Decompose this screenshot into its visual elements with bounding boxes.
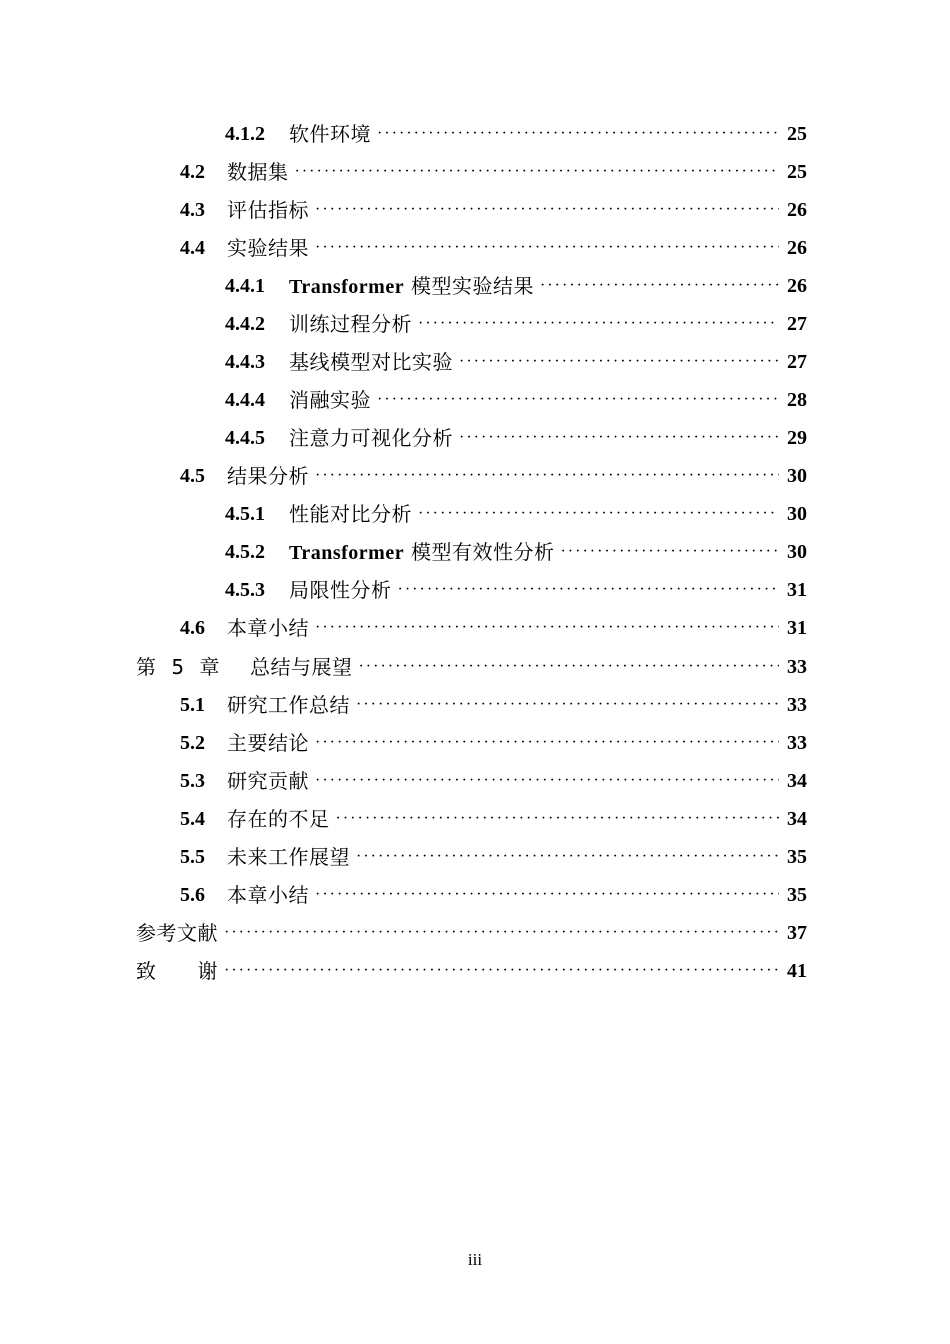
toc-title: 局限性分析 bbox=[289, 578, 392, 602]
toc-entry[interactable] bbox=[180, 153, 807, 191]
toc-page: 31 bbox=[787, 617, 807, 639]
toc-title: 性能对比分析 bbox=[289, 502, 412, 526]
toc-number: 4.2 bbox=[180, 161, 205, 183]
toc-entry[interactable] bbox=[225, 495, 807, 533]
toc-number: 4.4.4 bbox=[225, 389, 265, 411]
toc-entry[interactable] bbox=[225, 267, 807, 305]
toc-number: 4.4 bbox=[180, 237, 205, 259]
toc-page: 28 bbox=[787, 389, 807, 411]
dot-leader bbox=[315, 762, 779, 800]
dot-leader bbox=[295, 153, 780, 191]
toc-page: 26 bbox=[787, 237, 807, 259]
toc-number: 4.1.2 bbox=[225, 123, 265, 145]
toc-number: 4.4.2 bbox=[225, 313, 265, 335]
dot-leader bbox=[560, 533, 779, 571]
toc-number: 4.5.1 bbox=[225, 503, 265, 525]
toc-page: 30 bbox=[787, 465, 807, 487]
toc-page: 27 bbox=[787, 351, 807, 373]
toc-title: 训练过程分析 bbox=[289, 312, 412, 336]
toc-page: 33 bbox=[787, 732, 807, 754]
toc-page: 25 bbox=[787, 161, 807, 183]
dot-leader bbox=[336, 800, 780, 838]
toc-title-latin: Transformer bbox=[289, 541, 405, 564]
toc-page: 35 bbox=[787, 884, 807, 906]
toc-title: 本章小结 bbox=[227, 883, 309, 907]
toc-title: 总结与展望 bbox=[249, 655, 353, 679]
dot-leader bbox=[224, 952, 779, 990]
toc-page: 29 bbox=[787, 427, 807, 449]
toc-page: 26 bbox=[787, 275, 807, 297]
toc-entry[interactable] bbox=[180, 800, 807, 838]
toc-number: 4.5.2 bbox=[225, 541, 265, 563]
toc-entry[interactable] bbox=[225, 305, 807, 343]
toc-entry[interactable] bbox=[225, 571, 807, 609]
dot-leader bbox=[315, 724, 779, 762]
toc-entry[interactable] bbox=[180, 457, 807, 495]
dot-leader bbox=[540, 267, 779, 305]
toc-title: 评估指标 bbox=[227, 198, 309, 222]
toc-title: 注意力可视化分析 bbox=[289, 426, 453, 450]
dot-leader bbox=[398, 571, 780, 609]
toc-page: 35 bbox=[787, 846, 807, 868]
toc-page: 27 bbox=[787, 313, 807, 335]
dot-leader bbox=[315, 876, 779, 914]
toc-entry[interactable] bbox=[225, 533, 807, 571]
toc-page: 41 bbox=[787, 960, 807, 982]
toc-title: 存在的不足 bbox=[227, 807, 330, 831]
toc-number: 5.4 bbox=[180, 808, 205, 830]
toc-title: 结果分析 bbox=[227, 464, 309, 488]
toc-entry[interactable] bbox=[180, 762, 807, 800]
toc-title: 研究工作总结 bbox=[227, 693, 350, 717]
toc-title: 数据集 bbox=[227, 160, 289, 184]
dot-leader bbox=[224, 914, 779, 952]
dot-leader bbox=[315, 609, 779, 647]
toc-entry[interactable] bbox=[180, 724, 807, 762]
toc-title: 基线模型对比实验 bbox=[289, 350, 453, 374]
toc-number: 4.5.3 bbox=[225, 579, 265, 601]
toc-entry[interactable] bbox=[180, 876, 807, 914]
toc-page: 30 bbox=[787, 503, 807, 525]
toc-title: 软件环境 bbox=[289, 122, 371, 146]
dot-leader bbox=[418, 495, 779, 533]
toc-title: 致 谢 bbox=[136, 959, 218, 983]
toc-entry[interactable] bbox=[180, 838, 807, 876]
page-number: iii bbox=[467, 1250, 483, 1269]
toc-number: 5.6 bbox=[180, 884, 205, 906]
toc-entry[interactable] bbox=[136, 914, 807, 952]
toc-number: 4.4.1 bbox=[225, 275, 265, 297]
toc-page: 30 bbox=[787, 541, 807, 563]
toc-number: 第 5 章 bbox=[136, 655, 220, 679]
toc-number: 4.4.3 bbox=[225, 351, 265, 373]
toc-number: 5.2 bbox=[180, 732, 205, 754]
toc-page: 37 bbox=[787, 922, 807, 944]
toc-page: 31 bbox=[787, 579, 807, 601]
toc-page: 33 bbox=[787, 694, 807, 716]
toc-title: 本章小结 bbox=[227, 616, 309, 640]
dot-leader bbox=[358, 648, 779, 686]
toc-entry[interactable] bbox=[136, 648, 807, 686]
toc-title-cn: 模型有效性分析 bbox=[404, 539, 555, 564]
dot-leader bbox=[315, 191, 779, 229]
toc-entry[interactable] bbox=[225, 115, 807, 153]
toc-number: 4.6 bbox=[180, 617, 205, 639]
dot-leader bbox=[356, 686, 779, 724]
toc-page: 34 bbox=[787, 770, 807, 792]
toc-entry[interactable] bbox=[180, 686, 807, 724]
toc-number: 4.5 bbox=[180, 465, 205, 487]
toc-page: 25 bbox=[787, 123, 807, 145]
toc-number: 4.4.5 bbox=[225, 427, 265, 449]
dot-leader bbox=[377, 115, 779, 153]
toc-title bbox=[289, 533, 554, 572]
toc-number: 5.3 bbox=[180, 770, 205, 792]
dot-leader bbox=[459, 343, 779, 381]
toc-number: 5.5 bbox=[180, 846, 205, 868]
toc-title: 参考文献 bbox=[136, 921, 218, 945]
toc-title: 实验结果 bbox=[227, 236, 309, 260]
toc-entry[interactable] bbox=[180, 609, 807, 647]
dot-leader bbox=[418, 305, 779, 343]
dot-leader bbox=[315, 457, 779, 495]
toc-number: 5.1 bbox=[180, 694, 205, 716]
toc-page: 34 bbox=[787, 808, 807, 830]
toc-title: 消融实验 bbox=[289, 388, 371, 412]
dot-leader bbox=[356, 838, 779, 876]
toc-entry[interactable] bbox=[180, 229, 807, 267]
dot-leader bbox=[459, 419, 779, 457]
toc-entry[interactable] bbox=[136, 952, 807, 990]
toc-title: 主要结论 bbox=[227, 731, 309, 755]
toc-title-cn: 模型实验结果 bbox=[404, 273, 534, 298]
toc-entry[interactable] bbox=[225, 381, 807, 419]
toc-entry[interactable] bbox=[180, 191, 807, 229]
dot-leader bbox=[315, 229, 779, 267]
toc-page: 33 bbox=[787, 656, 807, 678]
toc-page: 26 bbox=[787, 199, 807, 221]
dot-leader bbox=[377, 381, 779, 419]
toc-entry[interactable] bbox=[225, 419, 807, 457]
toc-title-latin: Transformer bbox=[289, 275, 405, 298]
toc-title: 未来工作展望 bbox=[227, 845, 350, 869]
toc-title bbox=[289, 267, 534, 306]
toc-number: 4.3 bbox=[180, 199, 205, 221]
toc-entry[interactable] bbox=[225, 343, 807, 381]
toc-title: 研究贡献 bbox=[227, 769, 309, 793]
